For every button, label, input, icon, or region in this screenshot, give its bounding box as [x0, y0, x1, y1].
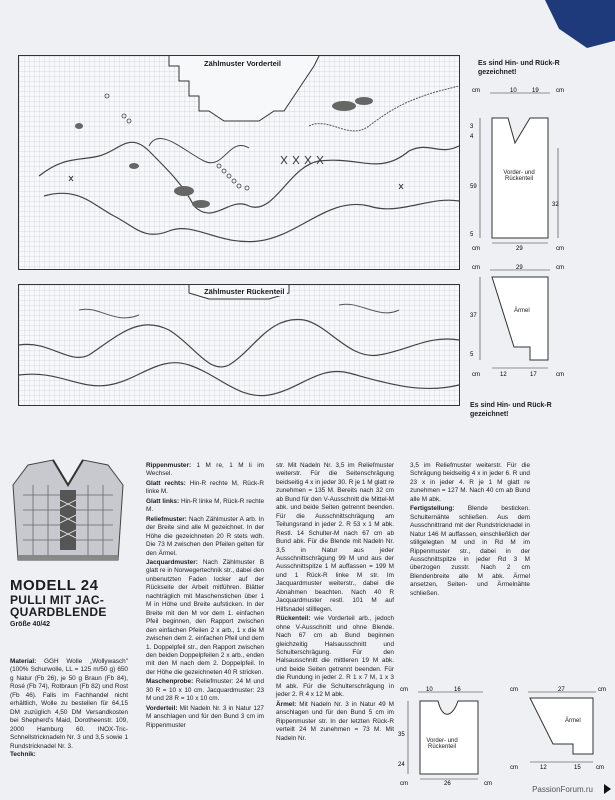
- c2-val-3: Nach Zählmuster A arb. In der Breite sind alle M gezeichnet. In der Höhe die gezeichneten 20 R stets wdh. Die 73 M zwischen den Pfeilen gelten für den Ärmel.: [146, 515, 264, 557]
- material-label: Material:: [10, 658, 37, 665]
- c2-key-4: Jacquardmuster:: [146, 558, 198, 566]
- sleeve-top-label-0: cm: [472, 265, 480, 271]
- instructions-column-2: [146, 462, 264, 731]
- sleeve-bottom-label-1: 12: [500, 372, 507, 378]
- material-column: [10, 658, 128, 759]
- c3-val-2: Mit Nadeln Nr. 3 in Natur 49 M anschlagen und für den Bund 5 cm im Rippenmuster str. In der letzten Rück-R verteilt 24 M zunehmen = 73 M. Mit Nadeln Nr.: [276, 700, 394, 742]
- c2-key-3: Reliefmuster:: [146, 515, 187, 523]
- note-top: Es sind Hin- und Rück-R gezeichnet!: [478, 60, 560, 76]
- c2-key-6: Vorderteil:: [146, 704, 178, 712]
- front-grid-fill: [19, 56, 459, 269]
- body2-top-label-2: 16: [454, 687, 461, 693]
- c2-val-4: Nach Zählmuster B glatt re in Norwegertechnik str., dabei den unbenutzten Faden locker auf der Rückseite der Arbeit mitführen. Blätter nachträglich mit Maschenstichen über 1 M in Höhe und Breite aufsticken. In der Breite mit den M vor dem 1. einfachen Pfeil beginnen, den Rapport zwischen den einfachen Pfeilen 2 x arb., 1 x die M zwischen dem 2. einfachen Pfeil und dem 1. Doppelpfeil str., den Rapport zwischen den beiden Doppelpfeilen 2 x arb., enden mit den M nach dem 2. Doppelpfeil. In der Höhe die gezeichneten 40 R stricken.: [146, 558, 264, 676]
- c2-val-5: Reliefmuster: 24 M und 30 R = 10 x 10 cm. Jacquardmuster: 23 M und 28 R = 10 x 10 cm.: [146, 678, 264, 703]
- sleeve2-bottom-label-3: cm: [596, 765, 604, 771]
- c2-key-5: Maschenprobe:: [146, 678, 194, 686]
- body2-bottom-label-0: cm: [400, 781, 408, 787]
- body-side-label-4: 5: [470, 232, 474, 238]
- sleeve-schematic-2: [508, 686, 608, 771]
- sleeve2-top-label-1: 27: [558, 687, 565, 693]
- c3-val-1: wie Vorderteil arb., jedoch ohne V-Ausschnitt und ohne Blende. Nach 67 cm ab Bund beginnen gleichzeitig Halsausschnitt und Schulterschrägung. Für den Halsausschnitt die mittleren 19 M abk. und beide Seiten getrennt beenden. Für die Rundung in jeder 2. R 1 x 7 M, 1 x 3 M abk. Für die Schulterschrägung in jeder 2. R 4 x 12 M abk.: [276, 615, 394, 699]
- c3-key-1: Rückenteil:: [276, 615, 311, 623]
- instructions-column-3: [276, 462, 394, 744]
- front-chart-grid: [19, 56, 459, 269]
- back-chart-title: Zählmuster Rückenteil: [201, 287, 287, 296]
- back-chart-grid: [19, 285, 459, 405]
- sleeve-side-label-1: 5: [470, 352, 474, 358]
- sleeve-bottom-label-0: cm: [472, 372, 480, 378]
- model-subtitle-1: PULLI MIT JAC-: [10, 592, 105, 607]
- sleeve2-bottom-label-1: 12: [540, 765, 547, 771]
- c4-val-0: 3,5 im Reliefmuster weiterstr. Für die Schrägung beidseitig 4 x in jeder 6. R und 23 x in jeder 4. R je 1 M glatt re zunehmen = 127 M. Nach 40 cm ab Bund alle M abk.: [410, 462, 530, 503]
- c4-val-1: Blende besticken. Schulternähte schließen. Aus dem Ausschnittrand mit der Rundstricknadel in Natur 146 M auffassen, einschließlich der stillgelegten M und in Rd M im Rippenmuster str., dabei in der Ausschnittspitze in jeder Rd 3 M überzogen zusstr. Nach 2 cm Blendenbreite alle M abk. Ärmel ansetzen, Seiten- und Ärmelnähte schließen.: [410, 505, 530, 597]
- body2-top-label-0: cm: [400, 687, 408, 693]
- body-top-label-1: 10: [510, 88, 517, 94]
- body-top-label-0: cm: [472, 88, 480, 94]
- technik-label: Technik:: [10, 750, 36, 758]
- c2-val-6: Mit Nadeln Nr. 3 in Natur 127 M anschlagen und für den Bund 3 cm im Rippenmuster: [146, 704, 264, 729]
- sleeve-bottom-label-3: cm: [556, 372, 564, 378]
- body2-bottom-label-2: cm: [484, 781, 492, 787]
- sleeve-schematic: [470, 262, 570, 387]
- c2-key-1: Glatt rechts:: [146, 479, 186, 487]
- body2-side-label-1: 24: [398, 762, 405, 768]
- body-side-label-1: 4: [470, 134, 474, 140]
- c4-key-1: Fertigstellung:: [410, 505, 455, 513]
- sleeve-top-label-1: 29: [516, 265, 523, 271]
- instructions-column-4: [410, 462, 530, 599]
- sleeve-schematic-label: Ärmel: [514, 308, 530, 314]
- back-chart: [18, 284, 460, 406]
- body-bottom-label-0: cm: [472, 246, 480, 252]
- model-subtitle-2: QUARDBLENDE: [10, 605, 107, 620]
- c2-val-2: Hin-R linke M, Rück-R rechte M.: [146, 497, 265, 514]
- sweater-illustration: [8, 455, 128, 570]
- material-text: GGH Wolle „Wollywasch" (100% Schurwolle, LL = 125 m/50 g) 650 g Natur (Fb 26), je 50 g Braun (Fb 84), Rosé (Fb 74), Rotbraun (Fb 82) und Rost (Fb 46). Falls im Fachhandel nicht erhältlich, Wolle zu bestellen für 64,15 DM zuzüglich 4,50 DM Versandkosten bei Shepherd's Maid, Dorotheenstr. 109, 2000 Hamburg 60. INOX-Tric-Schnellstricknadeln Nr. 3 und 3,5 sowie 1 Rundstricknadel Nr. 3.: [10, 658, 128, 750]
- body-schematic-2: [398, 686, 503, 786]
- model-title: MODELL 24: [10, 577, 99, 594]
- sleeve2-schematic-label: Ärmel: [565, 718, 581, 724]
- front-chart: [18, 55, 460, 270]
- body-schematic-label: Vorder- und Rückenteil: [503, 170, 535, 182]
- body-schematic: [470, 88, 570, 252]
- back-grid-fill: [19, 285, 459, 405]
- sleeve2-top-label-0: cm: [510, 687, 518, 693]
- body-bottom-label-1: 29: [516, 246, 523, 252]
- body2-bottom-label-1: 26: [444, 781, 451, 787]
- sleeve2-bottom-label-2: 15: [574, 765, 581, 771]
- watermark: PassionForum.ru: [532, 785, 593, 794]
- body-top-label-3: cm: [556, 88, 564, 94]
- sleeve2-bottom-label-0: cm: [510, 765, 518, 771]
- c2-val-1: Hin-R rechte M, Rück-R linke M.: [146, 479, 264, 496]
- c3-key-2: Ärmel:: [276, 700, 297, 708]
- next-page-arrow-icon[interactable]: [604, 784, 611, 794]
- body2-schematic-label: Vorder- und Rückenteil: [426, 738, 458, 750]
- c2-val-0: 1 M re, 1 M li im Wechsel.: [146, 462, 265, 478]
- c3-val-0: str. Mit Nadeln Nr. 3,5 im Reliefmuster weiterstr. Für die Seitenschrägung beidseitig 4 x in jeder 30. R je 1 M glatt re zunehmen = 135 M. Bereits nach 32 cm ab Bund für den V-Ausschnitt die Mittel-M abk. und beide Seiten getrennt beenden. Für die Ausschnittschrägung am Teilungsrand in jeder 2. R 53 x 1 M abk. Restl. 14 Schulter-M nach 67 cm ab Bund abk. Für die Blende mit Nadeln Nr. 3,5 in Natur aus jeder Ausschnittschrägung 99 M und aus der Ausschnittspitze 1 M auffassen = 199 M und 1 Rück-R linke M str. Im Jacquardmuster weiterstr., dabei die Abnahmen beachten. Nach 40 R Jacquardmuster restl. 101 M auf Hilfsnadel stilllegen.: [276, 462, 394, 613]
- sleeve-bottom-label-2: 17: [530, 372, 537, 378]
- sleeve-side-label-0: 37: [470, 313, 477, 319]
- sleeve2-outline: [530, 698, 593, 754]
- c2-key-0: Rippenmuster:: [146, 462, 192, 469]
- body-bottom-label-2: cm: [556, 246, 564, 252]
- note-bottom: Es sind Hin- und Rück-R gezeichnet!: [470, 402, 552, 418]
- sleeve2-top-label-2: cm: [598, 687, 606, 693]
- body2-side-label-0: 35: [398, 732, 405, 738]
- body2-top-label-1: 10: [426, 687, 433, 693]
- body-side-label-0: 3: [470, 124, 474, 130]
- model-size: Größe 40/42: [10, 620, 51, 628]
- body-side-label-2: 59: [470, 184, 477, 190]
- sleeve-top-label-2: cm: [556, 265, 564, 271]
- model-title-block: [10, 578, 107, 628]
- front-chart-title: Zählmuster Vorderteil: [201, 59, 284, 68]
- c2-key-2: Glatt links:: [146, 497, 180, 505]
- body-top-label-2: 19: [532, 88, 539, 94]
- body-side-label-3: 32: [552, 202, 559, 208]
- sleeve-outline: [492, 277, 548, 360]
